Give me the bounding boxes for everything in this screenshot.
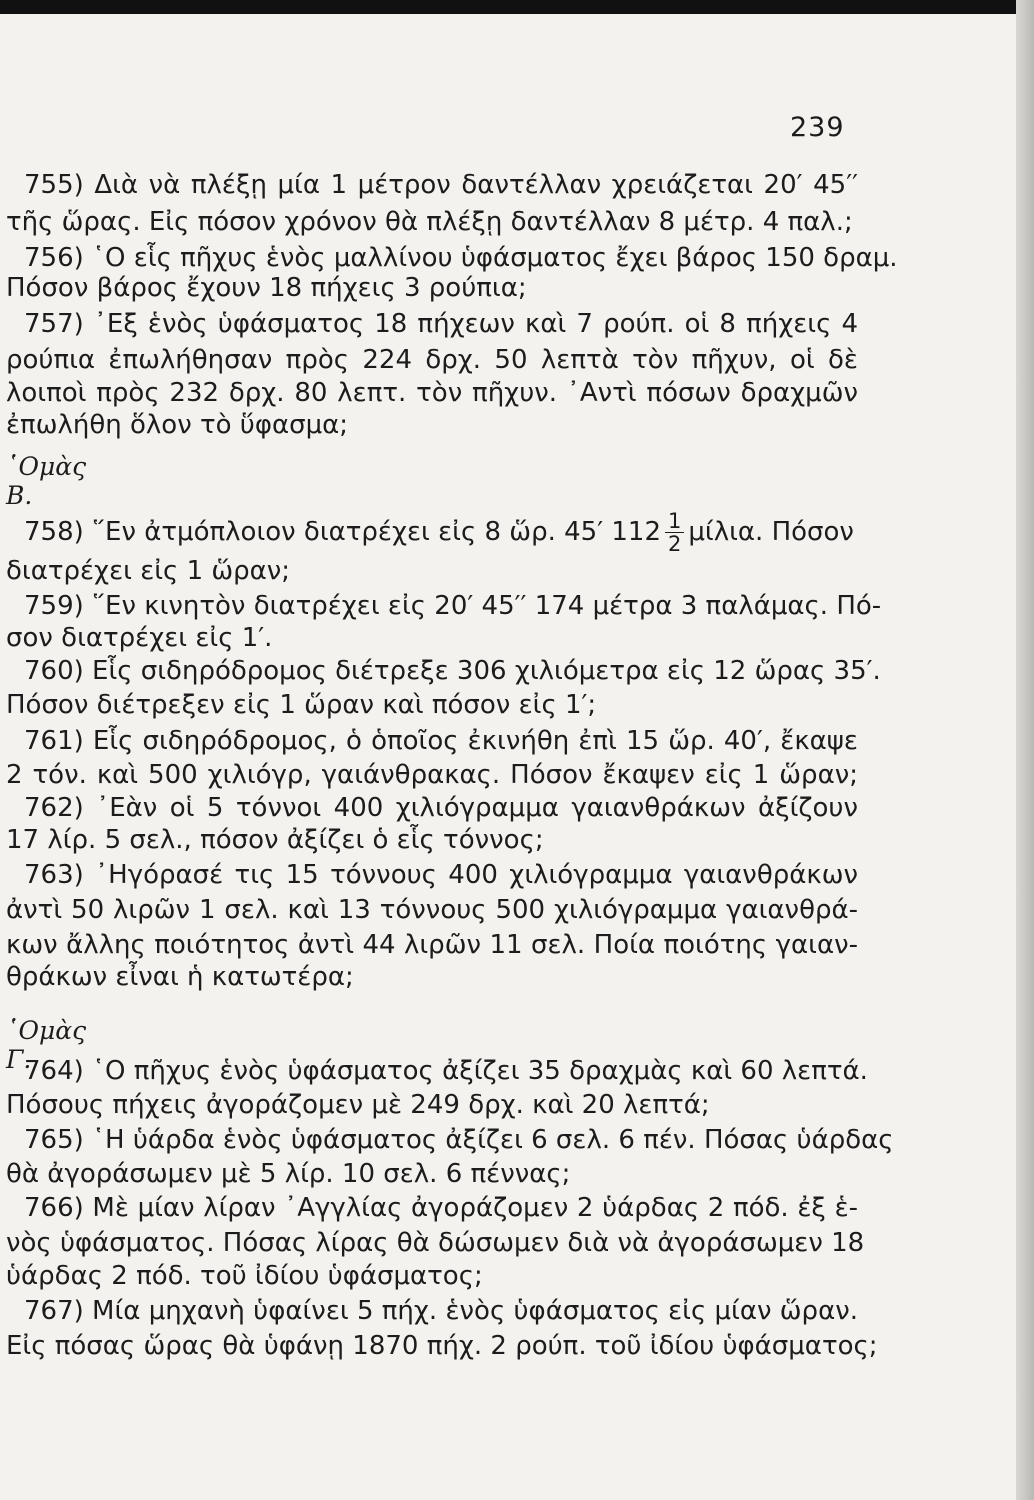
problem-760-line-2: Πόσον διέτρεξεν εἰς 1 ὥραν καὶ πόσον εἰς 1′;: [6, 690, 597, 720]
group-c-heading: ῾Ομὰς Γ.: [6, 1016, 87, 1074]
problem-757-line-4: ἐπωλήθη ὅλον τὸ ὕφασμα;: [6, 410, 349, 440]
fraction-one-half: [665, 510, 684, 555]
problem-764-line-2: Πόσους πήχεις ἀγοράζομεν μὲ 249 δρχ. καὶ 20 λεπτά;: [6, 1090, 710, 1120]
problem-763-line-3: κων ἄλλης ποιότητος ἀντὶ 44 λιρῶν 11 σελ. Ποία ποιότης γαιαν-: [6, 930, 858, 960]
problem-764-line-1: 764) ῾Ο πῆχυς ἑνὸς ὑφάσματος ἀξίζει 35 δραχμὰς καὶ 60 λεπτά.: [24, 1056, 868, 1086]
problem-766-line-2: νὸς ὑφάσματος. Πόσας λίρας θὰ δώσωμεν διὰ νὰ ἀγοράσωμεν 18: [6, 1228, 865, 1258]
problem-762-line-2: 17 λίρ. 5 σελ., πόσον ἀξίζει ὁ εἷς τόννος;: [6, 825, 544, 855]
problem-760-line-1: 760) Εἷς σιδηρόδρομος διέτρεξε 306 χιλιόμετρα εἰς 12 ὥρας 35′.: [24, 656, 881, 686]
problem-758-line-2: διατρέχει εἰς 1 ὥραν;: [6, 556, 291, 586]
problem-765-line-1: 765) ῾Η ὑάρδα ἑνὸς ὑφάσματος ἀξίζει 6 σελ. 6 πέν. Πόσας ὑάρδας: [24, 1125, 894, 1155]
problem-767-line-2: Εἰς πόσας ὥρας θὰ ὑφάνῃ 1870 πήχ. 2 ρούπ. τοῦ ἰδίου ὑφάσματος;: [6, 1331, 878, 1361]
fraction-numerator: 1: [665, 510, 684, 533]
problem-766-line-1: 766) Μὲ μίαν λίραν ᾿Αγγλίας ἀγοράζομεν 2 ὑάρδας 2 πόδ. ἐξ ἑ-: [24, 1193, 858, 1223]
problem-758-line-1: [24, 510, 858, 555]
problem-763-line-4: θράκων εἶναι ἡ κατωτέρα;: [6, 962, 354, 992]
problem-766-line-3: ὑάρδας 2 πόδ. τοῦ ἰδίου ὑφάσματος;: [6, 1261, 483, 1291]
problem-759-line-2: σον διατρέχει εἰς 1′.: [6, 623, 273, 653]
problem-763-line-1: 763) ᾿Ηγόρασέ τις 15 τόννους 400 χιλιόγραμμα γαιανθράκων: [24, 860, 858, 890]
problem-767-line-1: 767) Μία μηχανὴ ὑφαίνει 5 πήχ. ἑνὸς ὑφάσματος εἰς μίαν ὥραν.: [24, 1296, 858, 1326]
problem-757-line-1: 757) ᾿Εξ ἑνὸς ὑφάσματος 18 πήχεων καὶ 7 ρούπ. οἱ 8 πήχεις 4: [24, 309, 858, 339]
problem-765-line-2: θὰ ἀγοράσωμεν μὲ 5 λίρ. 10 σελ. 6 πέννας;: [6, 1159, 571, 1189]
page-number: 239: [790, 112, 845, 143]
problem-755-line-1: 755) Διὰ νὰ πλέξῃ μία 1 μέτρον δαντέλλαν χρειάζεται 20′ 45′′: [24, 170, 858, 200]
group-b-heading: ῾Ομὰς Β.: [6, 452, 87, 510]
fraction-denominator: 2: [668, 532, 682, 556]
problem-761-line-1: 761) Εἷς σιδηρόδρομος, ὁ ὁποῖος ἐκινήθη ἐπὶ 15 ὥρ. 40′, ἔκαψε: [24, 726, 858, 756]
problem-756-line-2: Πόσον βάρος ἔχουν 18 πήχεις 3 ρούπια;: [6, 273, 527, 303]
problem-757-line-3: λοιποὶ πρὸς 232 δρχ. 80 λεπτ. τὸν πῆχυν. ᾿Αντὶ πόσων δραχμῶν: [6, 378, 858, 408]
problem-757-line-2: ρούπια ἐπωλήθησαν πρὸς 224 δρχ. 50 λεπτὰ τὸν πῆχυν, οἱ δὲ: [6, 345, 858, 375]
problem-763-line-2: ἀντὶ 50 λιρῶν 1 σελ. καὶ 13 τόννους 500 χιλιόγραμμα γαιανθρά-: [6, 895, 858, 925]
problem-761-line-2: 2 τόν. καὶ 500 χιλιόγρ, γαιάνθρακας. Πόσον ἔκαψεν εἰς 1 ὥραν;: [6, 760, 858, 790]
problem-756-line-1: 756) ῾Ο εἷς πῆχυς ἑνὸς μαλλίνου ὑφάσματος ἔχει βάρος 150 δραμ.: [24, 243, 898, 273]
problem-762-line-1: 762) ᾿Εὰν οἱ 5 τόννοι 400 χιλιόγραμμα γαιανθράκων ἀξίζουν: [24, 793, 858, 823]
problem-755-line-2: τῆς ὥρας. Εἰς πόσον χρόνον θὰ πλέξῃ δαντέλλαν 8 μέτρ. 4 παλ.;: [6, 207, 853, 237]
problem-758-text-b: μίλια. Πόσον: [688, 517, 854, 547]
problem-758-text-a: 758) ῞Εν ἀτμόπλοιον διατρέχει εἰς 8 ὥρ. 45′ 112: [24, 517, 661, 547]
problem-759-line-1: 759) ῞Εν κινητὸν διατρέχει εἰς 20′ 45′′ 174 μέτρα 3 παλάμας. Πό-: [24, 591, 882, 621]
